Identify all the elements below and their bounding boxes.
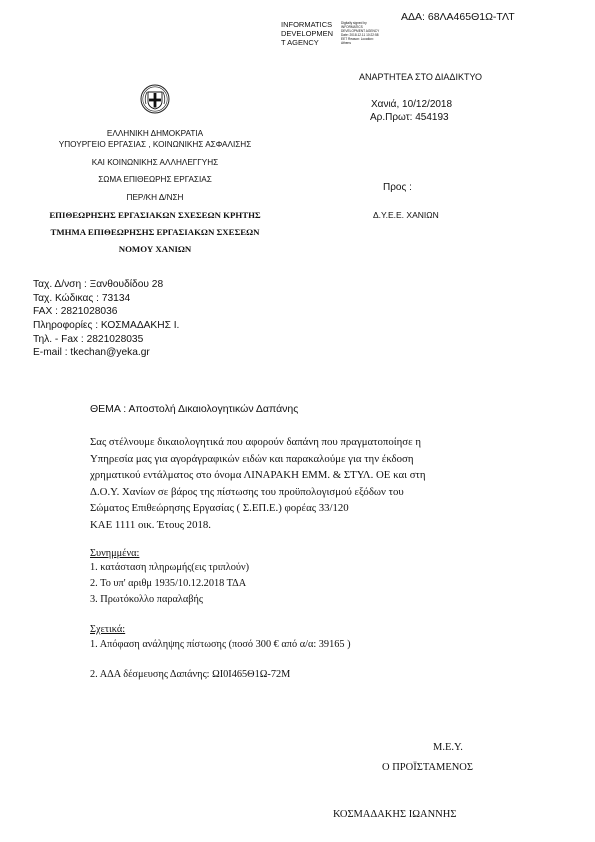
- address-street: Ταχ. Δ/νση : Ξανθουδίδου 28: [33, 279, 164, 290]
- stamp-signature-details: Digitally signed by INFORMATICS DEVELOPMENT AGENCY Date: 2018.12.11 10:22:58 EET Reason: Location: Athens: [341, 21, 380, 45]
- address-postcode: Ταχ. Κώδικας : 73134: [33, 293, 131, 304]
- signature-title: Ο ΠΡΟΪΣΤΑΜΕΝΟΣ: [382, 762, 474, 773]
- body-paragraph: [90, 434, 545, 534]
- subject-line: ΘΕΜΑ : Αποστολή Δικαιολογητικών Δαπάνης: [90, 403, 299, 415]
- address-fax: FAX : 2821028036: [33, 306, 118, 317]
- body-line: Σας στέλνουμε δικαιολογητικά που αφορούν δαπάνη που πραγματοποίησε η: [90, 436, 421, 448]
- recipient-value: Δ.Υ.Ε.Ε. ΧΑΝΙΩΝ: [373, 210, 439, 220]
- header-directorate-crete: ΕΠΙΘΕΩΡΗΣΗΣ ΕΡΓΑΣΙΑΚΩΝ ΣΧΕΣΕΩΝ ΚΡΗΤΗΣ: [49, 210, 261, 220]
- related-item: 2. ΑΔΑ δέσμευσης Δαπάνης: ΩΙ0Ι465Θ1Ω-72Μ: [90, 669, 291, 680]
- signature-unit: Μ.Ε.Υ.: [433, 742, 463, 753]
- attachment-item: 3. Πρωτόκολλο παραλαβής: [90, 594, 203, 605]
- header-inspectorate: ΣΩΜΑ ΕΠΙΘΕΩΡΗΣ ΕΡΓΑΣΙΑΣ: [98, 175, 212, 184]
- posted-online-note: ΑΝΑΡΤΗΤΕΑ ΣΤΟ ΔΙΑΔΙΚΤΥΟ: [359, 72, 482, 82]
- body-line: Υπηρεσία μας για αγοράγραφικών ειδών και παρακαλούμε για την έκδοση: [90, 452, 414, 465]
- stamp-agency-name: INFORMATICS DEVELOPMEN T AGENCY: [281, 20, 334, 47]
- body-line: χρηματικού εντάλματος στο όνομα ΛΙΝΑΡΑΚΗ ΕΜΜ. & ΣΤΥΛ. ΟΕ και στη: [90, 469, 426, 482]
- header-prefecture: ΝΟΜΟΥ ΧΑΝΙΩΝ: [118, 244, 192, 254]
- header-ministry: ΥΠΟΥΡΓΕΙΟ ΕΡΓΑΣΙΑΣ , ΚΟΙΝΩΝΙΚΗΣ ΑΣΦΑΛΙΣΗΣ: [58, 140, 252, 149]
- address-email: E-mail : tkechan@yeka.gr: [33, 347, 150, 358]
- greek-coat-of-arms-icon: [140, 84, 170, 114]
- header-department: ΤΜΗΜΑ ΕΠΙΘΕΩΡΗΣΗΣ ΕΡΓΑΣΙΑΚΩΝ ΣΧΕΣΕΩΝ: [50, 227, 260, 237]
- body-line: ΚΑΕ 1111 οικ. Έτους 2018.: [90, 518, 211, 531]
- ada-identifier: ΑΔΑ: 68ΛΑ465Θ1Ω-ΤΛΤ: [401, 11, 515, 23]
- attachment-item: 1. κατάσταση πληρωμής(εις τριπλούν): [90, 562, 250, 573]
- digital-signature-stamp: [281, 20, 381, 50]
- header-regional-directorate: ΠΕΡ/ΚΗ Δ/ΝΣΗ: [126, 193, 184, 202]
- header-republic: ΕΛΛΗΝΙΚΗ ΔΗΜΟΚΡΑΤΙΑ: [106, 129, 204, 138]
- signer-name: ΚΟΣΜΑΔΑΚΗΣ ΙΩΑΝΝΗΣ: [333, 809, 457, 820]
- address-info: Πληροφορίες : ΚΟΣΜΑΔΑΚΗΣ Ι.: [33, 320, 180, 331]
- related-title: Σχετικά:: [90, 624, 126, 635]
- protocol-number: Αρ.Πρωτ: 454193: [370, 112, 449, 123]
- recipient-label: Προς :: [383, 182, 412, 193]
- related-item: 1. Απόφαση ανάληψης πίστωσης (ποσό 300 € από α/α: 39165 ): [90, 639, 351, 650]
- attachment-item: 2. Το υπ' αριθμ 1935/10.12.2018 ΤΔΑ: [90, 578, 247, 589]
- document-date: Χανιά, 10/12/2018: [371, 99, 453, 110]
- header-ministry-cont: ΚΑΙ ΚΟΙΝΩΝΙΚΗΣ ΑΛΛΗΛΕΓΓΥΗΣ: [91, 158, 219, 167]
- attachments-title: Συνημμένα:: [90, 548, 140, 559]
- address-phone: Τηλ. - Fax : 2821028035: [33, 334, 144, 345]
- body-line: Σώματος Επιθεώρησης Εργασίας ( Σ.ΕΠ.Ε.) φορέας 33/120: [90, 502, 349, 515]
- body-line: Δ.Ο.Υ. Χανίων σε βάρος της πίστωσης του προϋπολογισμού εξόδων του: [90, 485, 404, 498]
